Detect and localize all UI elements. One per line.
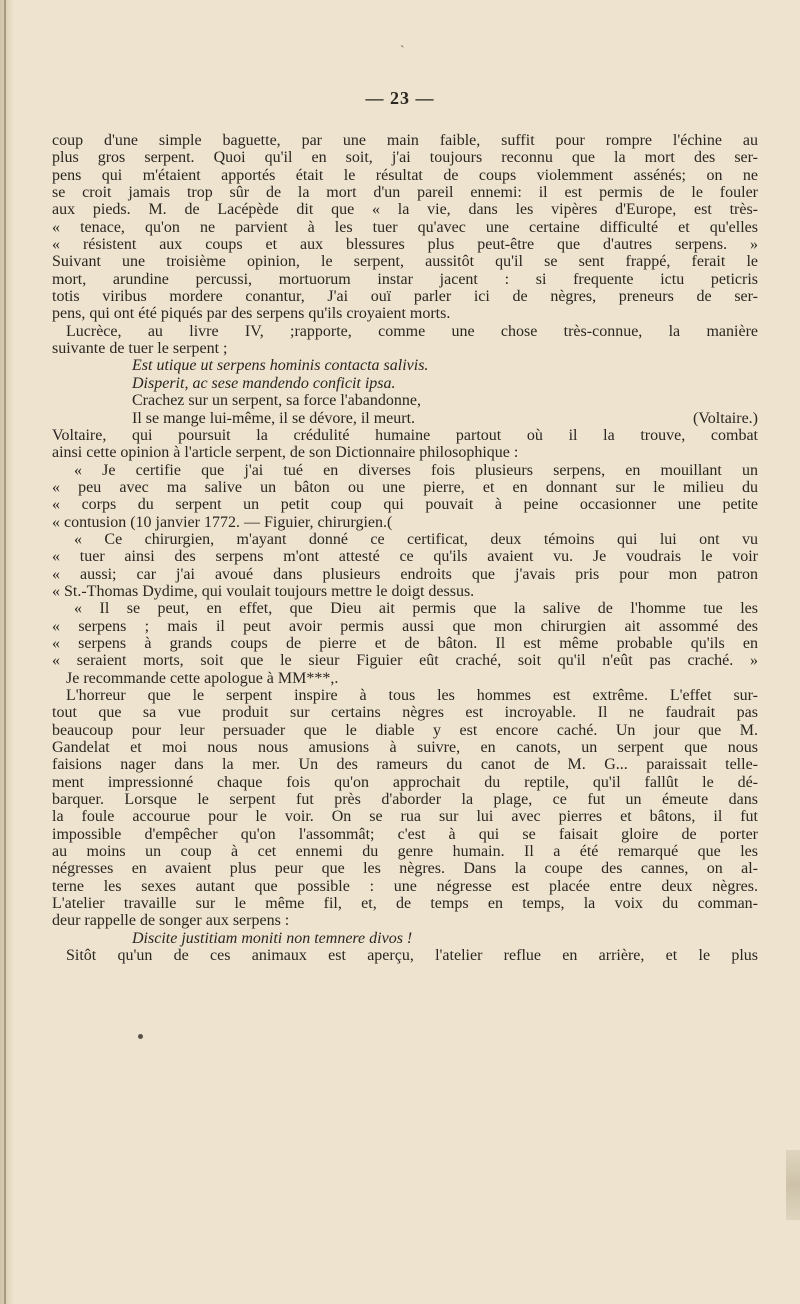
text-line xyxy=(52,375,758,392)
text-line xyxy=(52,791,758,808)
text-line xyxy=(52,184,758,201)
text-line xyxy=(52,722,758,739)
page-spine-shadow xyxy=(0,0,14,1304)
text-line xyxy=(52,271,758,288)
text-line xyxy=(52,947,758,964)
text-line xyxy=(52,756,758,773)
text-line-content: terne les sexes autant que possible : une négresse est placée entre deux nègres. xyxy=(52,877,758,895)
text-line-content: « contusion (10 janvier 1772. — Figuier, chirurgien.( xyxy=(52,513,393,531)
ink-mark: ˋ xyxy=(400,44,405,59)
text-line xyxy=(52,357,758,374)
text-line-content: ment impressionné chaque fois qu'on approchait du reptile, qu'il fallût le dé- xyxy=(52,773,758,791)
text-line-content: « serpens ; mais il peut avoir permis aussi que mon chirurgien ait assommé des xyxy=(52,617,758,635)
text-line-content: Gandelat et moi nous nous amusions à suivre, en canots, un serpent que nous xyxy=(52,739,758,757)
text-line-content: Disperit, ac sese mandendo conficit ipsa. xyxy=(132,374,396,392)
text-line-content: « résistent aux coups et aux blessures plus peut-être que d'autres serpens. » xyxy=(52,236,758,254)
text-line xyxy=(52,878,758,895)
text-line-content: au moins un coup à cet ennemi du genre humain. Il a été remarqué que les xyxy=(52,843,758,861)
text-line xyxy=(52,548,758,565)
text-line-content: « St.-Thomas Dydime, qui voulait toujours mettre le doigt dessus. xyxy=(52,582,475,600)
text-line-content: pens, qui ont été piqués par des serpens qu'ils croyaient morts. xyxy=(52,305,451,323)
text-line-content: « seraient morts, soit que le sieur Figuier eût craché, soit qu'il n'eût pas craché. » xyxy=(52,652,758,670)
text-line-content: deur rappelle de songer aux serpens : xyxy=(52,912,290,930)
text-line-content: la foule accourue pour le voir. On se rua sur lui avec pierres et bâtons, il fut xyxy=(52,808,758,826)
text-line xyxy=(52,305,758,322)
text-line xyxy=(52,618,758,635)
text-line-content: « peu avec ma salive un bâton ou une pierre, et en donnant sur le milieu du xyxy=(52,478,758,496)
text-line-content: impossible d'empêcher qu'on l'assommât; c'est à qui se faisait gloire de porter xyxy=(52,825,758,843)
text-line-content: Je recommande cette apologue à MM***,. xyxy=(66,669,339,687)
text-line xyxy=(52,635,758,652)
text-line-content: « aussi; car j'ai avoué dans plusieurs endroits que j'avais pris pour mon patron xyxy=(52,565,758,583)
text-line-content: aux pieds. M. de Lacépède dit que « la vie, dans les vipères d'Europe, est très- xyxy=(52,201,758,219)
text-line xyxy=(52,531,758,548)
text-line-content: « Je certifie que j'ai tué en diverses fois plusieurs serpens, en mouillant un xyxy=(74,461,758,479)
text-line-content: Sitôt qu'un de ces animaux est aperçu, l'atelier reflue en arrière, et le plus xyxy=(66,947,758,965)
body-text xyxy=(52,132,758,965)
text-line-content: barquer. Lorsque le serpent fut près d'aborder la plage, ce fut un émeute dans xyxy=(52,791,758,809)
text-line xyxy=(52,739,758,756)
text-line-content: faisions nager dans la mer. Un des rameurs du canot de M. G... paraissait telle- xyxy=(52,756,758,774)
text-line-content: totis viribus mordere conantur, J'ai ouï parler ici de nègres, preneurs de ser- xyxy=(52,288,758,306)
text-line xyxy=(52,930,758,947)
text-line-content: Lucrèce, au livre IV, ;rapporte, comme une chose très-connue, la manière xyxy=(66,322,758,340)
page-edge-stain xyxy=(786,1150,800,1220)
text-line xyxy=(52,704,758,721)
text-line xyxy=(52,149,758,166)
text-line xyxy=(52,236,758,253)
text-line xyxy=(52,323,758,340)
text-line xyxy=(52,912,758,929)
text-line-content: « Il se peut, en effet, que Dieu ait permis que la salive de l'homme tue les xyxy=(74,600,758,618)
text-line xyxy=(52,774,758,791)
quote-attribution: (Voltaire.) xyxy=(692,409,758,427)
text-line xyxy=(52,253,758,270)
text-line xyxy=(52,566,758,583)
text-line xyxy=(52,895,758,912)
ink-speck xyxy=(138,1034,143,1039)
text-line xyxy=(52,826,758,843)
text-line-content: « serpens à grands coups de pierre et de bâton. Il est même probable qu'ils en xyxy=(52,634,758,652)
text-line-content: « tuer ainsi des serpens m'ont attesté ce qu'ils avaient vu. Je voudrais le voir xyxy=(52,548,758,566)
text-line-content: Est utique ut serpens hominis contacta salivis. xyxy=(132,357,429,375)
text-line xyxy=(52,427,758,444)
text-line xyxy=(52,167,758,184)
text-line-content: mort, arundine percussi, mortuorum instar jacent : si frequente ictu peticris xyxy=(52,270,758,288)
text-line-content: « tenace, qu'on ne parvient à les tuer qu'avec une certaine difficulté et qu'elles xyxy=(52,218,758,236)
text-line xyxy=(52,670,758,687)
text-line-content: pens qui m'étaient apportés était le résultat de coups violemment assénés; on ne xyxy=(52,166,758,184)
page-number: — 23 — xyxy=(365,88,435,108)
text-line-content: se croit jamais trop sûr de la mort d'un pareil ennemi: il est permis de le fouler xyxy=(52,184,758,202)
text-line xyxy=(52,496,758,513)
text-line-content: Suivant une troisième opinion, le serpent, aussitôt qu'il se sent frappé, ferait le xyxy=(52,253,758,271)
text-line-content: L'horreur que le serpent inspire à tous les hommes est extrême. L'effet sur- xyxy=(66,687,758,704)
text-line xyxy=(52,479,758,496)
text-line xyxy=(52,687,758,704)
text-line xyxy=(52,652,758,669)
text-line-content: « corps du serpent un petit coup qui pouvait à peine occasionner une petite xyxy=(52,496,758,514)
text-line xyxy=(52,444,758,461)
text-line xyxy=(52,462,758,479)
text-line-content: tout que sa vue produit sur certains nègres est incroyable. Il ne faudrait pas xyxy=(52,704,758,722)
text-line-content: Crachez sur un serpent, sa force l'abandonne, xyxy=(132,392,421,410)
text-line xyxy=(52,410,758,427)
text-line xyxy=(52,600,758,617)
text-line-content: beaucoup pour leur persuader que le diable y est encore caché. Un jour que M. xyxy=(52,721,758,739)
text-line-content: plus gros serpent. Quoi qu'il en soit, j'ai toujours reconnu que la mort des ser- xyxy=(52,149,758,167)
text-line xyxy=(52,808,758,825)
text-line-content: Il se mange lui-même, il se dévore, il meurt. xyxy=(132,409,416,427)
text-line xyxy=(52,392,758,409)
text-line xyxy=(52,219,758,236)
spine-edge-line xyxy=(4,0,6,1304)
text-line-content: négresses en avaient plus peur que les nègres. Dans la coupe des cannes, on al- xyxy=(52,860,758,878)
text-line xyxy=(52,583,758,600)
text-line xyxy=(52,288,758,305)
text-line-content: ainsi cette opinion à l'article serpent, de son Dictionnaire philosophique : xyxy=(52,444,519,462)
text-line xyxy=(52,514,758,531)
text-line-content: Voltaire, qui poursuit la crédulité humaine partout où il la trouve, combat xyxy=(52,426,758,444)
text-line xyxy=(52,843,758,860)
text-line-content: Discite justitiam moniti non temnere divos ! xyxy=(132,929,413,947)
text-line xyxy=(52,132,758,149)
text-line-content: « Ce chirurgien, m'ayant donné ce certificat, deux témoins qui lui ont vu xyxy=(74,530,758,548)
text-line xyxy=(52,340,758,357)
text-line-content: L'atelier travaille sur le même fil, et, de temps en temps, la voix du comman- xyxy=(52,895,758,913)
text-line xyxy=(52,860,758,877)
text-line-content: suivante de tuer le serpent ; xyxy=(52,340,228,358)
text-line xyxy=(52,201,758,218)
text-line-content: coup d'une simple baguette, par une main faible, suffit pour rompre l'échine au xyxy=(52,132,758,149)
